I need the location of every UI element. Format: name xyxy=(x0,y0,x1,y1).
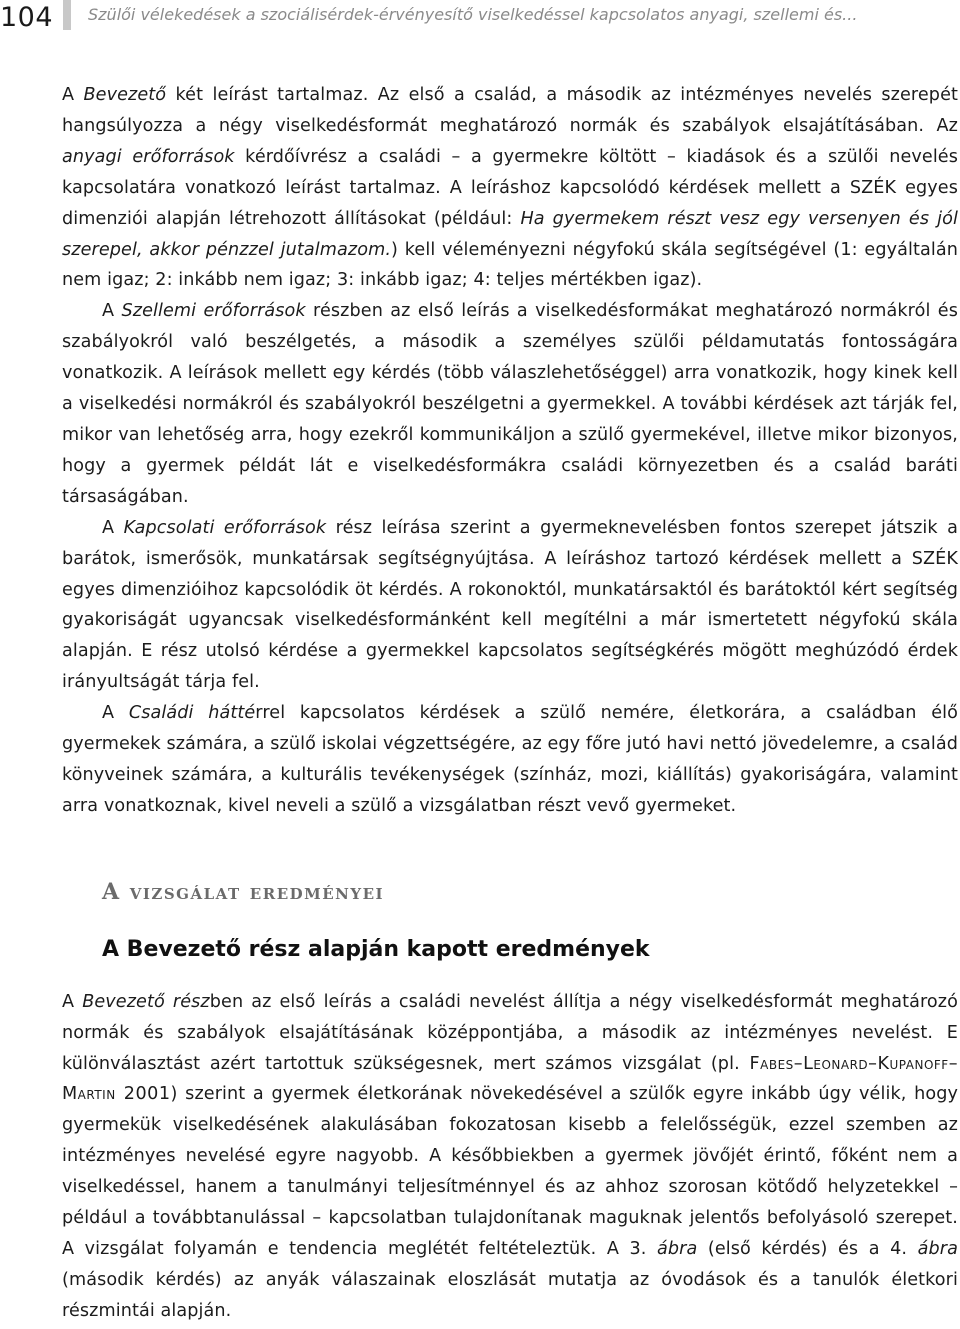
paragraph-csaladi-hatter: A Családi háttérrel kapcsolatos kérdések a szülő nemére, életkorára, a családban élő gyermekek számára, a szülő iskolai végzettségére, az egy főre jutó havi nettó jövedelemre, a család könyveinek számára, a kulturális tevékenységek (színház, mozi, kiállítás) gyakoriságára, valamint arra vonatkoznak, kivel neveli a szülő a vizsgálatban részt vevő gyermeket. xyxy=(62,703,959,816)
section-heading: A vizsgálat eredményei xyxy=(102,878,385,905)
paragraph-szellemi: A Szellemi erőforrások részben az első leírás a viselkedésformákat meghatározó normákról és szabályokról való beszélgetés, a második a személyes szülői példamutatás fontosságára vonatkozik. A leírások mellett egy kérdés (több válaszlehetőséggel) arra vonatkozik, hogy kinek kell a viselkedési normákról és szabályokról beszélgetni a gyermekkel. A további kérdések azt tárják fel, mikor van lehetőség arra, hogy ezekről kommunikáljon a szülő gyermekével, illetve mikor bizonyos, hogy a gyermek példát lát e viselkedésformákra családi környezetben és a család baráti társaságában. xyxy=(62,301,958,507)
page-number: 104 xyxy=(0,2,54,33)
sub-heading: A Bevezető rész alapján kapott eredmények xyxy=(102,936,650,962)
header-divider-bar xyxy=(63,0,71,30)
paragraph-kapcsolati: A Kapcsolati erőforrások rész leírása szerint a gyermeknevelésben fontos szerepet játszik a barátok, ismerősök, munkatársak segítségnyújtása. A leíráshoz tartozó kérdések mellett a SZÉK egyes dimenzióihoz kapcsolódik öt kérdés. A rokonoktól, munkatársaktól és barátoktól kért segítség gyakoriságát ugyancsak viselkedésformánként kell megítélni a már ismertetett négyfokú skála alapján. E rész utolsó kérdése a gyermekkel kapcsolatos segítségkérés mögött meghúzódó érdek irányultságát tárja fel. xyxy=(62,517,959,693)
article-body xyxy=(62,80,958,1327)
paragraph-bevezeto: A Bevezető két leírást tartalmaz. Az első a család, a második az intézményes nevelés szerepét hangsúlyozza a négy viselkedésformát meghatározó normák és szabályok elsajátításában. Az anyagi erőforrások kérdőívrész a családi – a gyermekre költött – kiadások és a szülői nevelés kapcsolatára vonatkozó leírást tartalmaz. A leíráshoz kapcsolódó kérdések mellett a SZÉK egyes dimenziói alapján létrehozott állításokat (például: Ha gyermekem részt vesz egy versenyen és jól szerepel, akkor pénzzel jutalmazom.) kell véleményezni négyfokú skála segítségével (1: egyáltalán nem igaz; 2: inkább nem igaz; 3: inkább igaz; 4: teljes mértékben igaz). xyxy=(62,85,958,291)
running-head: Szülői vélekedések a szociálisérdek-érvényesítő viselkedéssel kapcsolatos anyagi, szellemi és... xyxy=(88,5,858,24)
page-header xyxy=(0,0,960,40)
paragraph-results: A Bevezető részben az első leírás a családi nevelést állítja a négy viselkedésformát meghatározó normák és szabályok elsajátításának középpontjába, a második az intézményes nevelést. E különválasztást azért tartottuk szükségesnek, mert számos vizsgálat (pl. Fabes–Leonard–Kupanoff–Martin 2001) szerint a gyermek életkorának növekedésével a szülők egyre inkább úgy vélik, hogy gyermekük viselkedésének alakulásában fokozatosan kisebb a felelősségük, ezzel szemben az intézményes nevelésé egyre nagyobb. A későbbiekben a gyermek jövőjét érintő, főként nem a viselkedéssel, hanem a tanulmányi teljesítménnyel és az ahhoz szorosan kötődő helyzetekkel – például a továbbtanulással – kapcsolatban tulajdonítanak maguknak jelentős befolyásoló szerepet. A vizsgálat folyamán e tendencia meglétét feltételeztük. A 3. ábra (első kérdés) és a 4. ábra (második kérdés) az anyák válaszainak eloszlását mutatja az óvodások és a tanulók életkori részmintái alapján. xyxy=(62,991,958,1321)
citation: Fabes–Leonard–Kupanoff–Martin 2001 xyxy=(62,1053,958,1105)
